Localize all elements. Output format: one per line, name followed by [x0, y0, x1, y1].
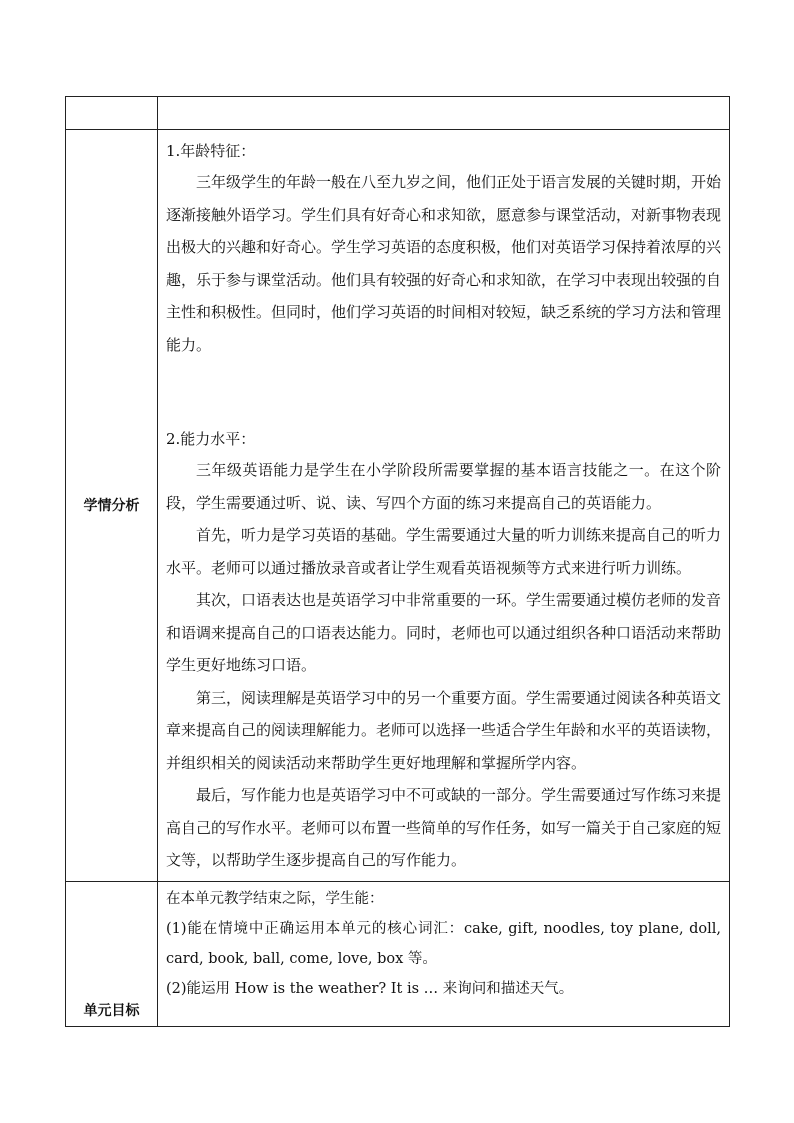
paragraph-speaking: 其次，口语表达也是英语学习中非常重要的一环。学生需要通过模仿老师的发音和语调来提高自己的口语表达能力。同时，老师也可以通过组织各种口语活动来帮助学生更好地练习口语。 [166, 591, 722, 674]
table-row-student-analysis [66, 130, 730, 882]
row-label-student-analysis: 学情分析 [66, 130, 158, 882]
goal-item-2: (2)能运用 How is the weather? It is … 来询问和描述天气。 [166, 980, 574, 997]
paragraph-ability-overview: 三年级英语能力是学生在小学阶段所需要掌握的基本语言技能之一。在这个阶段，学生需要通过听、说、读、写四个方面的练习来提高自己的英语能力。 [166, 461, 721, 512]
paragraph-age: 三年级学生的年龄一般在八至九岁之间，他们正处于语言发展的关键时期，开始逐渐接触外语学习。学生们具有好奇心和求知欲，愿意参与课堂活动，对新事物表现出极大的兴趣和好奇心。学生学习英语的态度积极，他们对英语学习保持着浓厚的兴趣，乐于参与课堂活动。他们具有较强的好奇心和求知欲，在学习中表现出较强的自主性和积极性。但同时，他们学习英语的时间相对较短，缺乏系统的学习方法和管理能力。 [166, 173, 722, 354]
student-analysis-content [158, 130, 730, 882]
goals-intro: 在本单元教学结束之际，学生能： [166, 890, 384, 907]
row-label-unit-goals: 单元目标 [66, 881, 158, 1026]
paragraph-reading: 第三，阅读理解是英语学习中的另一个重要方面。学生需要通过阅读各种英语文章来提高自己的阅读理解能力。老师可以选择一些适合学生年龄和水平的英语读物，并组织相关的阅读活动来帮助学生更好地理解和掌握所学内容。 [166, 688, 722, 772]
lesson-plan-table [65, 96, 730, 1027]
paragraph-listening: 首先，听力是学习英语的基础。学生需要通过大量的听力训练来提高自己的听力水平。老师可以通过播放录音或者让学生观看英语视频等方式来进行听力训练。 [166, 526, 722, 577]
table-row-unit-goals [66, 881, 730, 1026]
paragraph-writing: 最后，写作能力也是英语学习中不可或缺的一部分。学生需要通过写作练习来提高自己的写作水平。老师可以布置一些简单的写作任务，如写一篇关于自己家庭的短文等，以帮助学生逐步提高自己的写作能力。 [166, 786, 722, 869]
table-row-header [66, 97, 730, 130]
empty-label-cell [66, 97, 158, 130]
section-title-age: 1.年龄特征： [166, 142, 256, 160]
empty-content-cell [158, 97, 730, 130]
unit-goals-content [158, 881, 730, 1026]
goal-item-1: (1)能在情境中正确运用本单元的核心词汇：cake, gift, noodles, toy plane, doll, card, book, ball, come, love, box 等。 [166, 920, 721, 967]
section-title-ability: 2.能力水平： [166, 430, 256, 448]
spacer [166, 361, 721, 424]
